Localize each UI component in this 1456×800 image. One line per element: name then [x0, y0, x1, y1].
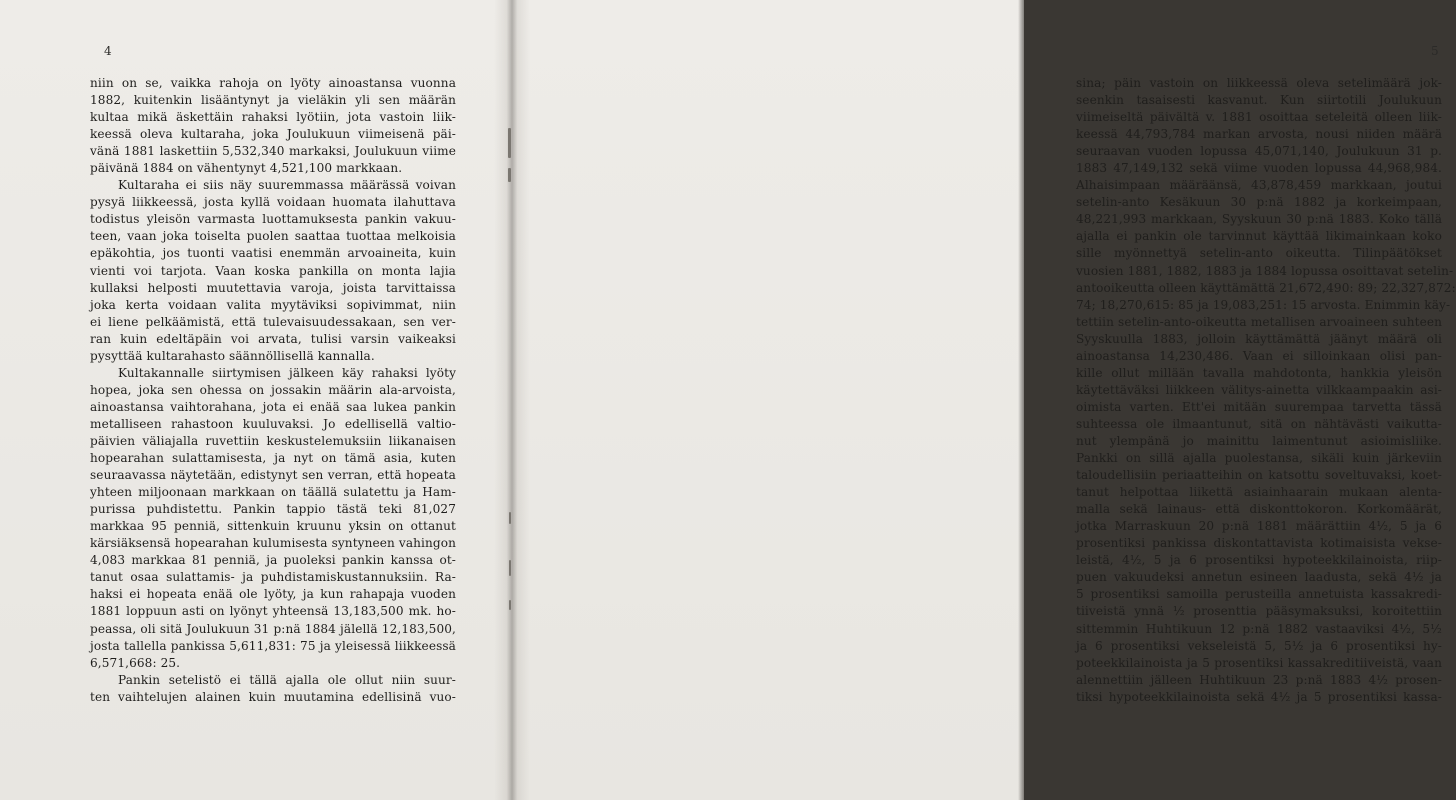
binding-mark: [509, 560, 511, 576]
text-line: seuraavan vuoden lopussa 45,071,140, Joulukuun 31 p.: [1076, 144, 1442, 159]
text-line: todistus yleisön varmasta luottamuksesta pankin vakuu-: [90, 212, 456, 227]
text-line: oimista varten. Ett'ei mitään suurempaa tarvetta tässä: [1076, 399, 1442, 414]
text-line: tanut osaa sulattamis- ja puhdistamiskustannuksiin. Ra-: [90, 570, 456, 585]
text-line: sittemmin Huhtikuun 12 p:nä 1882 vastaaviksi 4½, 5½: [1076, 621, 1442, 636]
text-line: 4,083 markkaa 81 penniä, ja puoleksi pankin kanssa ot-: [90, 553, 456, 568]
text-line: poteekkilainoista ja 5 prosentiksi kassakreditiiveistä, vaan: [1076, 655, 1442, 670]
text-line: pysyttää kultarahasto säännöllisellä kannalla.: [90, 348, 375, 363]
text-line: Kultakannalle siirtymisen jälkeen käy rahaksi lyöty: [118, 365, 456, 380]
text-line: sille myönnettyä setelin-anto oikeutta. Tilinpäätökset: [1076, 246, 1442, 261]
text-line: vienti voi tarjota. Vaan koska pankilla on monta lajia: [90, 263, 456, 278]
text-line: 74; 18,270,615: 85 ja 19,083,251: 15 arvosta. Enimmin käy-: [1076, 297, 1451, 312]
text-line: metalliseen rahastoon kuuluvaksi. Jo edellisellä valtio-: [90, 416, 456, 431]
text-line: purissa puhdistettu. Pankin tappio tästä teki 81,027: [90, 502, 456, 517]
text-line: alennettiin jälleen Huhtikuun 23 p:nä 1883 4½ prosen-: [1076, 672, 1442, 687]
left-page-text: [90, 75, 456, 706]
book-gutter: [494, 0, 530, 800]
page-edge-shadow: [1018, 0, 1024, 800]
text-line: 1882, kuitenkin lisääntynyt ja vieläkin yli sen määrän: [90, 93, 456, 108]
text-line: Syyskuulla 1883, jolloin käyttämättä jäänyt määrä oli: [1076, 331, 1442, 346]
text-line: setelin-anto Kesäkuun 30 p:nä 1882 ja korkeimpaan,: [1076, 195, 1442, 210]
text-line: ainoastansa vaihtorahana, jota ei enää saa lukea pankin: [90, 399, 456, 414]
text-line: markkaa 95 penniä, sittenkuin kruunu yksin on ottanut: [90, 519, 456, 534]
text-line: päivänä 1884 on vähentynyt 4,521,100 markkaan.: [90, 161, 403, 176]
text-line: prosentiksi pankissa diskontattavista kotimaisista vekse-: [1076, 536, 1442, 551]
text-line: ten vaihtelujen alainen kuin muutamina edellisinä vuo-: [90, 689, 456, 704]
text-line: sina; päin vastoin on liikkeessä oleva setelimäärä jok-: [1076, 76, 1442, 90]
text-line: taloudellisiin periaatteihin on katsottu soveltuvaksi, koet-: [1076, 468, 1442, 483]
text-line: kultaa mikä äskettäin rahaksi lyötiin, jota vastoin liik-: [90, 110, 456, 125]
text-line: ajalla ei pankin ole tarvinnut käyttää likimainkaan koko: [1076, 229, 1442, 244]
text-line: puen vakuudeksi annetun esineen laadusta, sekä 4½ ja: [1076, 570, 1442, 585]
text-line: 48,221,993 markkaan, Syyskuun 30 p:nä 1883. Koko tällä: [1076, 212, 1442, 227]
text-line: leistä, 4½, 5 ja 6 prosentiksi hypoteekkilainoista, riip-: [1076, 553, 1442, 568]
text-line: 5 prosentiksi samoilla perusteilla annetuista kassakredi-: [1076, 587, 1442, 602]
text-line: haksi ei hopeata enää ole lyöty, ja kun rahapaja vuoden: [90, 587, 456, 602]
text-line: 1881 loppuun asti on lyönyt yhteensä 13,183,500 mk. ho-: [90, 604, 456, 619]
text-line: 6,571,668: 25.: [90, 655, 181, 670]
text-line: viimeiseltä päivältä v. 1881 osoittaa seteleitä olleen liik-: [1076, 110, 1442, 125]
text-line: malla sekä lainaus- että diskonttokoron. Korkomäärät,: [1076, 502, 1442, 517]
text-line: hopea, joka sen ohessa on jossakin määrin ala-arvoista,: [90, 382, 456, 397]
text-line: seuraavassa näytetään, edistynyt sen verran, että hopeata: [90, 468, 456, 483]
right-page-text: [1076, 75, 1456, 706]
text-line: ainoastansa 14,230,486. Vaan ei silloinkaan olisi pan-: [1076, 348, 1442, 363]
text-line: kullaksi helposti muutettavia varoja, joista tarvittaissa: [90, 280, 456, 295]
left-page-number: 4: [104, 44, 112, 58]
text-line: yhteen miljoonaan markkaan on täällä sulatettu ja Ham-: [90, 485, 456, 500]
text-line: Alhaisimpaan määräänsä, 43,878,459 markkaan, joutui: [1076, 178, 1442, 193]
text-line: Pankki on sillä ajalla puolestansa, sikäli kuin järkeviin: [1076, 451, 1442, 466]
text-line: niin on se, vaikka rahoja on lyöty ainoastansa vuonna: [90, 76, 456, 90]
text-line: epäkohtia, jos tuonti vaatisi enemmän arvoaineita, kuin: [90, 246, 456, 261]
right-page: [510, 0, 1456, 800]
text-line: päivien väliajalla ruvettiin keskustelemuksiin liikanaisen: [90, 433, 456, 448]
right-page-number: 5: [1431, 44, 1439, 58]
text-line: vuosien 1881, 1882, 1883 ja 1884 lopussa osoittavat setelin-: [1076, 263, 1454, 278]
binding-mark: [508, 128, 511, 158]
text-line: Pankin setelistö ei tällä ajalla ole ollut niin suur-: [118, 672, 456, 687]
text-line: ja 6 prosentiksi vekseleistä 5, 5½ ja 6 prosentiksi hy-: [1076, 638, 1442, 653]
left-page: [0, 0, 510, 800]
text-line: keessä oleva kultaraha, joka Joulukuun viimeisenä päi-: [90, 127, 456, 142]
text-line: jotka Marraskuun 20 p:nä 1881 määrättiin 4½, 5 ja 6: [1076, 519, 1442, 534]
text-line: seenkin tasaisesti kasvanut. Kun siirtotili Joulukuun: [1076, 93, 1442, 108]
text-line: josta tallella pankissa 5,611,831: 75 ja yleisessä liikkeessä: [90, 638, 456, 653]
text-line: tanut helpottaa liikettä asiainhaarain mukaan alenta-: [1076, 485, 1442, 500]
text-line: teen, vaan joka toiselta puolen saattaa tuottaa melkoisia: [90, 229, 456, 244]
text-line: ei liene pelkäämistä, että tulevaisuudessakaan, sen ver-: [90, 314, 456, 329]
text-line: nut ylempänä jo mainittu laimentunut asioimisliike.: [1076, 433, 1442, 448]
binding-mark: [509, 512, 511, 524]
text-line: tiksi hypoteekkilainoista sekä 4½ ja 5 prosentiksi kassa-: [1076, 689, 1442, 704]
text-line: ran kuin edeltäpäin voi arvata, tulisi varsin vaikeaksi: [90, 331, 456, 346]
text-line: vänä 1881 laskettiin 5,532,340 markaksi, Joulukuun viime: [90, 144, 456, 159]
text-line: kille ollut millään tavalla mahdotonta, hankkia yleisön: [1076, 365, 1442, 380]
text-line: kärsiäksensä hopearahan kulumisesta syntyneen vahingon: [90, 536, 456, 551]
binding-mark: [509, 600, 511, 610]
text-line: peassa, oli sitä Joulukuun 31 p:nä 1884 jälellä 12,183,500,: [90, 621, 456, 636]
text-line: joka kerta voidaan valita myytäviksi sopivimmat, niin: [90, 297, 456, 312]
text-line: suhteessa ole ilmaantunut, sitä on nähtävästi vaikutta-: [1076, 416, 1442, 431]
text-line: käytettäväksi liikkeen välitys-ainetta vilkkaampaakin asi-: [1076, 382, 1442, 397]
text-line: tettiin setelin-anto-oikeutta metallisen arvoaineen suhteen: [1076, 314, 1442, 329]
text-line: antooikeutta olleen käyttämättä 21,672,490: 89; 22,327,872:: [1076, 280, 1456, 295]
text-line: Kultaraha ei siis näy suuremmassa määrässä voivan: [118, 178, 456, 193]
binding-mark: [508, 168, 511, 182]
text-line: keessä 44,793,784 markan arvosta, nousi niiden määrä: [1076, 127, 1442, 142]
text-line: hopearahan sulattamisesta, ja nyt on tämä asia, kuten: [90, 451, 456, 466]
text-line: 1883 47,149,132 sekä viime vuoden lopussa 44,968,984.: [1076, 161, 1442, 176]
text-line: pysyä liikkeessä, josta kyllä voidaan huomata ilahuttava: [90, 195, 456, 210]
text-line: tiiveistä ynnä ½ prosenttia pääsymaksuksi, koroitettiin: [1076, 604, 1442, 619]
